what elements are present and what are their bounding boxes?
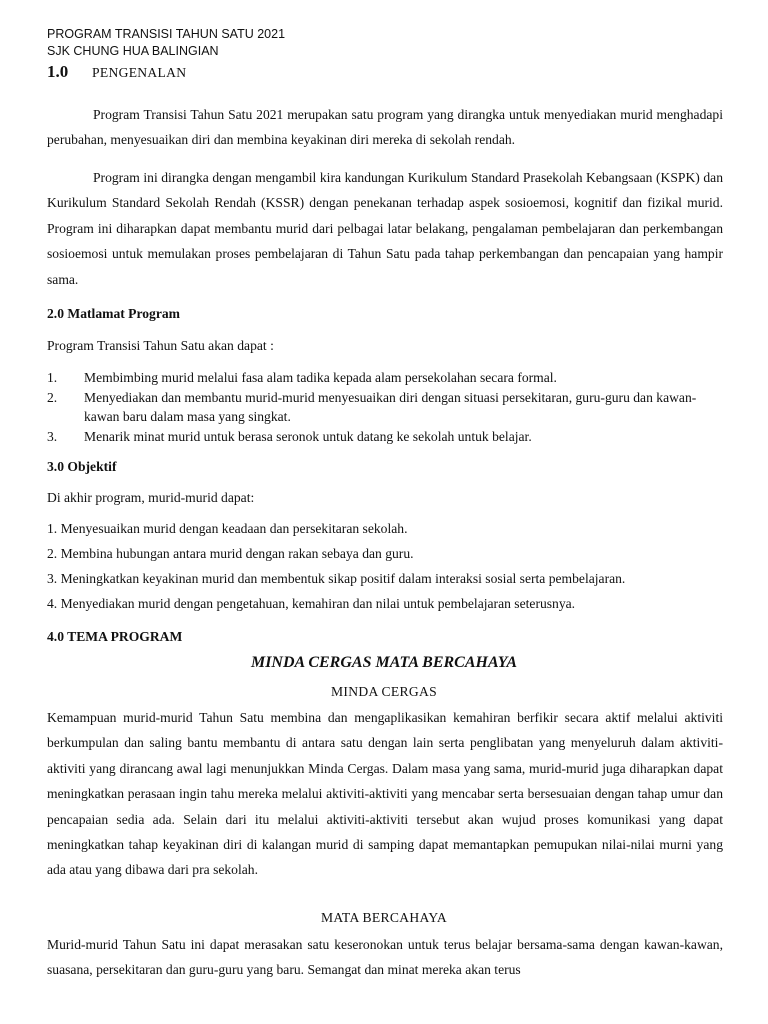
section1-paragraph-2: Program ini dirangka dengan mengambil kira kandungan Kurikulum Standard Prasekolah Kebangsaan (KSPK) dan Kurikulum Standard Sekolah Rendah (KSSR) dengan penekanan terhadap aspek sosioemosi, kognitif dan fizikal murid. Program ini diharapkan dapat membantu murid dari pelbagai latar belakang, pengalaman pembelajaran dan perkembangan sosioemosi untuk memulakan proses pembelajaran di Tahun Satu pada tahap perkembangan dan pencapaian yang hampir sama. xyxy=(47,170,723,287)
theme-title: MINDA CERGAS MATA BERCAHAYA xyxy=(250,654,518,671)
section1-number: 1.0 xyxy=(47,62,69,81)
section1-paragraph-1: Program Transisi Tahun Satu 2021 merupakan satu program yang dirangka untuk menyediakan murid menghadapi perubahan, menyesuaikan diri dan membina keyakinan diri mereka di sekolah rendah. xyxy=(47,107,723,148)
minda-cergas-heading: MINDA CERGAS xyxy=(331,684,437,699)
list-item-text: Menyediakan dan membantu murid-murid menyesuaikan diri dengan situasi persekitaran, guru-guru dan kawan-kawan baru dalam masa yang singkat. xyxy=(84,389,697,424)
doc-header-line1: PROGRAM TRANSISI TAHUN SATU 2021 xyxy=(47,27,286,41)
section1-title: PENGENALAN xyxy=(92,65,187,80)
mata-bercahaya-paragraph: Murid-murid Tahun Satu ini dapat merasakan satu keseronokan untuk terus belajar bersama-sama dengan kawan-kawan, suasana, persekitaran dan guru-guru yang baru. Semangat dan minat mereka akan terus xyxy=(47,937,723,978)
objective-item-3: 3. Meningkatkan keyakinan murid dan membentuk sikap positif dalam interaksi sosial serta pembelajaran. xyxy=(47,571,626,586)
objective-item-1: 1. Menyesuaikan murid dengan keadaan dan persekitaran sekolah. xyxy=(47,521,408,536)
minda-cergas-paragraph: Kemampuan murid-murid Tahun Satu membina dan mengaplikasikan kemahiran berfikir secara aktif melalui aktiviti berkumpulan dan saling bantu membantu di antara satu dengan lain serta penglibatan yang menyeluruh dalam aktiviti-aktiviti yang dirancang awal lagi menunjukkan Minda Cergas. Dalam masa yang sama, murid-murid juga diharapkan dapat meningkatkan perasaan ingin tahu mereka melalui aktiviti-aktiviti yang mencabar serta bersesuaian dengan tahap umur dan pencapaian sedia ada. Selain dari itu melalui aktiviti-aktiviti tersebut akan wujud proses komunikasi yang dapat meningkatkan tahap keyakinan diri di kalangan murid di samping dapat memantapkan pemupukan nilai-nilai murni yang ada atau yang dibawa dari pra sekolah. xyxy=(47,710,723,878)
list-item-number: 2. xyxy=(47,389,58,405)
list-item xyxy=(47,388,723,427)
list-item xyxy=(47,368,723,388)
list-item xyxy=(47,427,723,447)
section2-title: 2.0 Matlamat Program xyxy=(47,306,181,321)
section2-intro: Program Transisi Tahun Satu akan dapat : xyxy=(47,338,274,353)
list-item-number: 3. xyxy=(47,428,58,444)
list-item-number: 1. xyxy=(47,370,58,385)
section3-title: 3.0 Objektif xyxy=(47,459,117,474)
objective-item-2: 2. Membina hubungan antara murid dengan rakan sebaya dan guru. xyxy=(47,546,414,561)
list-item-text: Membimbing murid melalui fasa alam tadika kepada alam persekolahan secara formal. xyxy=(84,370,557,385)
section4-title: 4.0 TEMA PROGRAM xyxy=(47,629,183,644)
section3-intro: Di akhir program, murid-murid dapat: xyxy=(47,490,255,505)
doc-header-line2: SJK CHUNG HUA BALINGIAN xyxy=(47,44,219,58)
objective-item-4: 4. Menyediakan murid dengan pengetahuan, kemahiran dan nilai untuk pembelajaran seterusnya. xyxy=(47,596,576,611)
mata-bercahaya-heading: MATA BERCAHAYA xyxy=(320,910,448,925)
section2-list xyxy=(47,368,723,446)
list-item-text: Menarik minat murid untuk berasa seronok untuk datang ke sekolah untuk belajar. xyxy=(84,428,532,444)
